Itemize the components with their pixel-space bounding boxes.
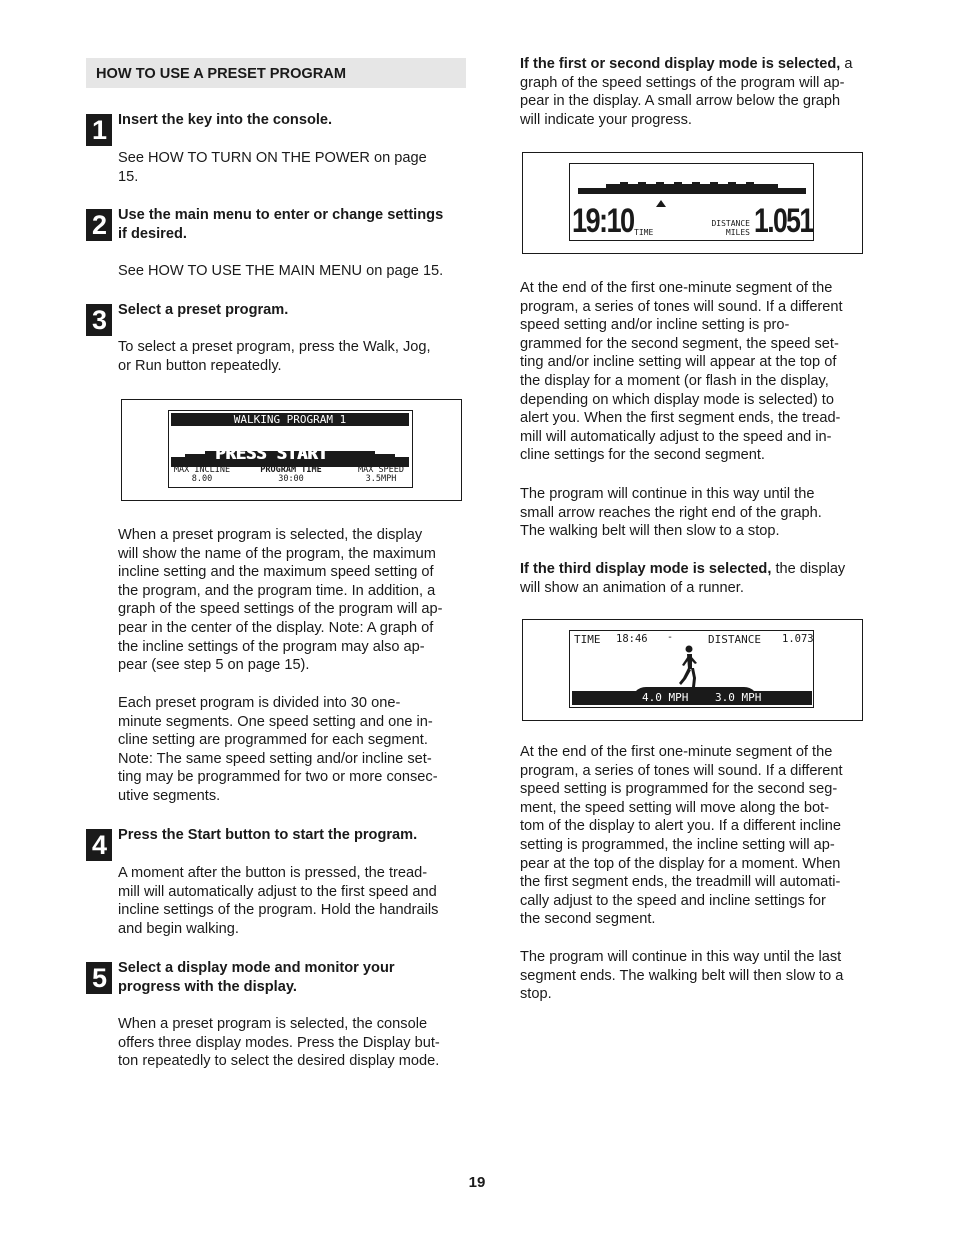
distance-value: 1.051: [754, 202, 813, 240]
display-screen: [569, 163, 814, 241]
press-start-text: PRESS START: [215, 444, 328, 464]
miles-label: MILES: [725, 228, 750, 237]
step-3-body: To select a preset program, press the Walk, Jog, or Run button repeatedly.: [118, 339, 431, 374]
time-value: 18:46: [616, 633, 648, 645]
step-1-body: See HOW TO TURN ON THE POWER on page 15.: [118, 150, 427, 185]
speed-current: 4.0 MPH: [642, 691, 689, 704]
page-number: 19: [468, 1174, 486, 1191]
max-speed-label: MAX SPEED: [357, 465, 405, 475]
paragraph-display-info: When a preset program is selected, the display will show the name of the program, the maximum incline setting and the maximum speed setting of the program, and the program time. In addition, a graph of the speed settings of the program will ap- pear in the center of the display. Note: A graph of the incline settings of the program may also ap- pear (see step 5 on page 15).: [118, 527, 443, 674]
speed-next: 3.0 MPH: [715, 691, 762, 704]
distance-label: DISTANCE: [708, 633, 761, 646]
incline-indicator-icon: -: [667, 632, 674, 643]
section-title: HOW TO USE A PRESET PROGRAM: [86, 58, 466, 88]
paragraph-continue-2: The program will continue in this way until the last segment ends. The walking belt will then slow to a stop.: [520, 949, 844, 1003]
display-screen: [569, 630, 814, 708]
step-5-body: When a preset program is selected, the console offers three display modes. Press the Display but- ton repeatedly to select the desired display mode.: [118, 1016, 440, 1070]
step-4-body: A moment after the button is pressed, the tread- mill will automatically adjust to the first speed and incline settings of the program. Hold the handrails and begin walking.: [118, 865, 439, 937]
step-number-5: 5: [86, 962, 112, 994]
program-name-bar: WALKING PROGRAM 1: [171, 413, 409, 426]
max-speed-value: 3.5MPH: [365, 474, 397, 484]
console-display-graph-mode: [522, 152, 863, 254]
step-number-3: 3: [86, 304, 112, 336]
step-number-4: 4: [86, 829, 112, 861]
step-3-heading: Select a preset program.: [118, 302, 289, 318]
step-1-heading: Insert the key into the console.: [118, 112, 333, 128]
paragraph-display-mode-1-2: If the first or second display mode is selected, a graph of the speed settings of the program will ap- pear in the display. A small arrow below the graph will indicate your progress.: [520, 56, 853, 128]
console-display-press-start: [121, 399, 462, 501]
distance-value: 1.073: [782, 633, 814, 645]
console-display-runner-mode: [522, 619, 863, 721]
step-number-1: 1: [86, 114, 112, 146]
program-time-label: PROGRAM TIME: [260, 465, 322, 475]
step-5-heading: Select a display mode and monitor your progress with the display.: [118, 960, 395, 995]
step-number-2: 2: [86, 209, 112, 241]
paragraph-display-mode-3: If the third display mode is selected, the display will show an animation of a runner.: [520, 561, 846, 596]
display-screen: [168, 410, 413, 488]
time-label: TIME: [634, 228, 654, 237]
distance-label: DISTANCE: [711, 219, 750, 228]
progress-arrow-icon: [656, 200, 666, 208]
paragraph-end-first-segment-2: At the end of the first one-minute segment of the program, a series of tones will sound. If a different speed setting is programmed for the second seg- ment, the speed setting will move along the bot- tom of the display to alert you. If a different incline setting is programmed, the incline setting will ap- pear at the top of the display for a moment. When the first segment ends, the treadmill will automati- cally adjust to the speed and incline settings for the second segment.: [520, 744, 843, 928]
max-incline-value: 8.00: [191, 474, 213, 484]
step-2-body: See HOW TO USE THE MAIN MENU on page 15.: [118, 263, 444, 279]
max-incline-label: MAX INCLINE: [173, 465, 231, 475]
speed-track: [572, 687, 812, 705]
step-4-heading: Press the Start button to start the program.: [118, 827, 418, 843]
paragraph-continue-1: The program will continue in this way until the small arrow reaches the right end of the graph. The walking belt will then slow to a stop.: [520, 486, 822, 540]
paragraph-end-first-segment: At the end of the first one-minute segment of the program, a series of tones will sound. If a different speed setting and/or incline setting is pro- grammed for the second segment, the speed set- ting and/or incline setting will appear at the top of the display for a moment (or flash in the display, depending on which display mode is selected) to alert you. When the first segment ends, the tread- mill will automatically adjust to the speed and in- cline settings for the second segment.: [520, 280, 843, 464]
time-label: TIME: [574, 633, 601, 646]
step-2-heading: Use the main menu to enter or change settings if desired.: [118, 207, 444, 242]
speed-graph: [578, 178, 806, 202]
time-value: 19:10: [572, 202, 634, 240]
paragraph-segments: Each preset program is divided into 30 one- minute segments. One speed setting and one in- cline setting are programmed for each segment. Note: The same speed setting and/or incline set- ting may be programmed for two or more consec- utive segments.: [118, 695, 438, 804]
runner-icon: [676, 645, 700, 689]
program-time-value: 30:00: [278, 474, 304, 484]
